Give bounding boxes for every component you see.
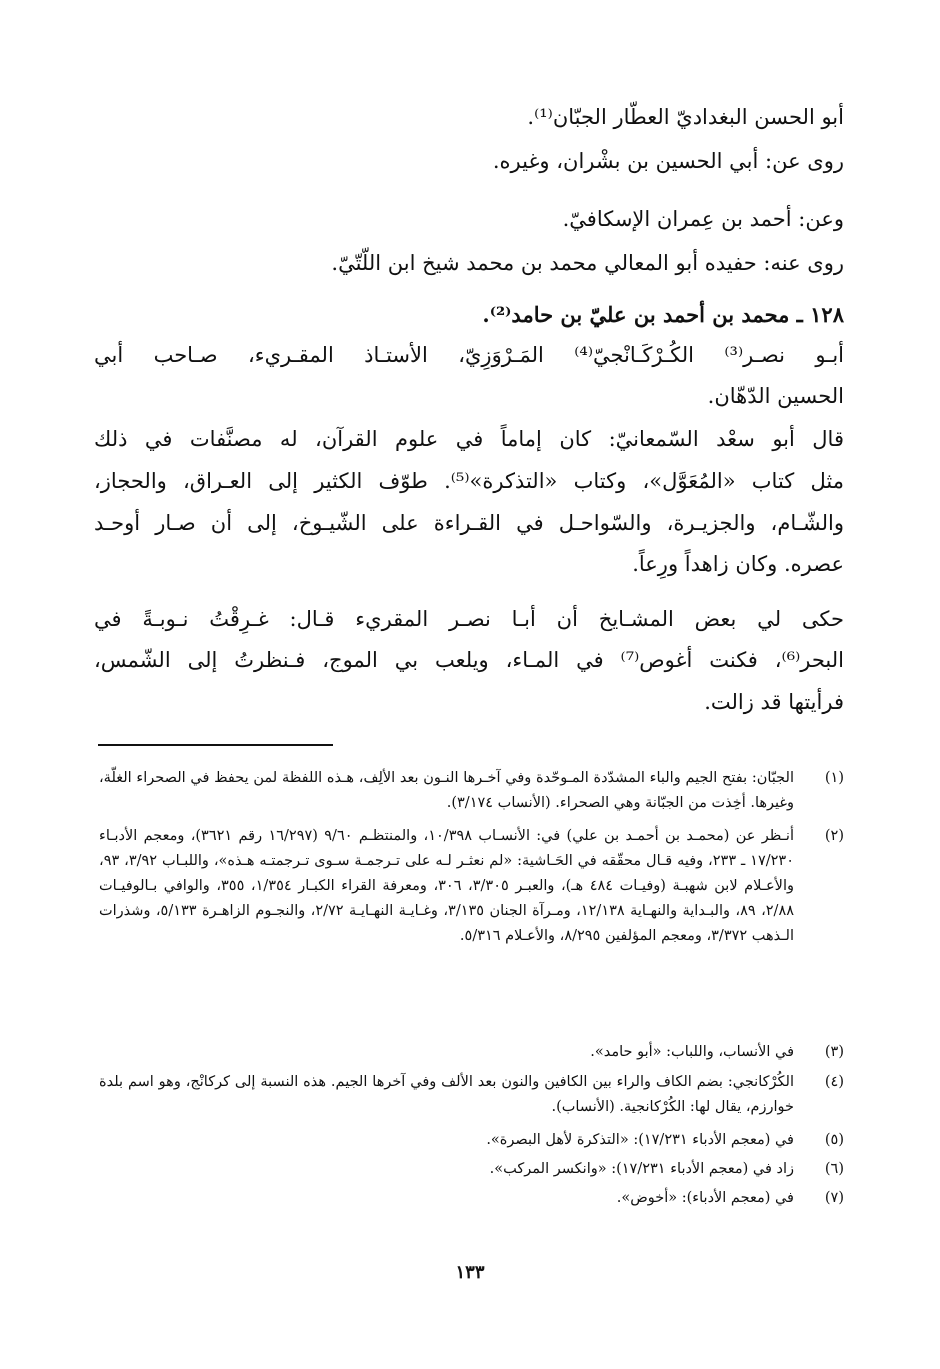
footnote-number: (٢)	[824, 828, 844, 844]
body-line: والشّـام، والجزيـرة، والسّواحـل في القـراءة على الشّيـوخ، إلى أن صـار أوحـد	[94, 511, 844, 535]
footnote	[99, 824, 844, 949]
footnote-number: (٧)	[824, 1190, 844, 1206]
body-line: حكى لي بعض المشـايخ أن أبـا نصـر المقريء قـال: غـرِقْتُ نـوبـةً في	[94, 607, 844, 631]
footnote-text: في (معجم الأدباء): «أخوض».	[616, 1190, 794, 1206]
body-line: فرأيتها قد زالت.	[704, 690, 844, 714]
body-line: قال أبو سعْد السّمعانيّ: كان إماماً في علوم القرآن، له مصنَّفات في ذلك	[94, 427, 844, 451]
footnote	[99, 1186, 844, 1211]
body-line: مثل كتاب «المُعَوَّل»، وكتاب «التذكرة»⁽⁵⁾. طوّف الكثير إلى العـراق، والحجاز،	[94, 469, 844, 493]
body-line: روى عنه: حفيده أبو المعالي محمد بن محمد شيخ ابن اللّتّيّ.	[331, 251, 844, 275]
page-number: ١٣٣	[455, 1262, 485, 1283]
body-line: البحر⁽⁶⁾، فكنت أغوص⁽⁷⁾ في المـاء، ويلعب بي الموج، فـنظرتُ إلى الشّمس،	[94, 648, 844, 672]
footnote-text: في (معجم الأدباء ١٧/٢٣١): «التذكرة لأهل البصرة».	[486, 1132, 794, 1148]
footnote-number: (٣)	[824, 1044, 844, 1060]
footnote-text: الجبّان: بفتح الجيم والباء المشدّدة المـوحّدة وفي آخـرها النـون بعد الألِف، هـذه اللفظة لمن يحفظ في الصحراء الغلّة، وغيرها. أخِذت من الجبّانة وهي الصحراء. (الأنساب ٣/١٧٤).	[99, 770, 794, 811]
footnote	[99, 1157, 844, 1182]
body-line: عصره. وكان زاهداً ورِعاً.	[632, 552, 844, 576]
footnote	[99, 766, 844, 816]
footnote-separator	[98, 744, 333, 746]
footnote-number: (٥)	[824, 1132, 844, 1148]
footnote-text: أنـظر عن (محمـد بن أحمـد بن علي) في: الأنسـاب ١٠/٣٩٨، والمنتظـم ٩/٦٠ (١٦/٢٩٧ رقم ٣٦٢١)، ومعجم الأدبـاء ١٧/٢٣٠ ـ ٢٣٣، وفيه قـال محقّقه في الحَـاشية: «لم نعثـر لـه على تـرجمـة سـوى تـرجمتـه هـذه»، واللبـاب ٣/٩٢، ٩٣، والأعـلام لابن شهبـة (وفيـات ٤٨٤ هـ)، والعبـر ٣/٣٠٥، ٣٠٦، ومعرفة القراء الكبـار ١/٣٥٤، ٣٥٥، والوافي بـالوفيـات ٢/٨٨، ٨٩، والبـداية والنهـاية ١٢/١٣٨، ومـرآة الجنان ٣/١٣٥، وغـايـة النهـايـة ٢/٧٢، والنجـوم الزاهـرة ٥/١٣٣، وشذرات الـذهب ٣/٣٧٢، ومعجم المؤلفين ٨/٢٩٥، والأعـلام ٥/٣١٦.	[99, 828, 795, 944]
footnote	[99, 1070, 844, 1120]
footnote-number: (١)	[824, 770, 844, 786]
body-line: أبو الحسن البغداديّ العطّار الجبّان⁽¹⁾.	[527, 105, 844, 129]
body-line: روى عن: أبي الحسين بن بشْران، وغيره.	[492, 149, 844, 173]
footnote-number: (٦)	[824, 1161, 844, 1177]
footnote	[99, 1040, 844, 1065]
entry-heading: ١٢٨ ـ محمد بن أحمد بن عليّ بن حامد⁽²⁾.	[482, 302, 844, 327]
footnote-text: زاد في (معجم الأدباء ١٧/٢٣١): «وانكسر المركب».	[489, 1161, 794, 1177]
footnote-text: الكُرْكانجي: بضم الكاف والراء بين الكافين والنون بعد الألف وفي آخرها الجيم. هذه النسبة إلى كركانْج، وهو اسم بلدة خوارزم، يقال لها: الكُرْكانجية. (الأنساب).	[99, 1074, 794, 1115]
body-line: وعن: أحمد بن عِمران الإسكافيّ.	[562, 207, 844, 231]
footnote	[99, 1128, 844, 1153]
footnote-number: (٤)	[824, 1074, 844, 1090]
body-line: الحسين الدّهّان.	[707, 384, 844, 408]
footnote-text: في الأنساب، واللباب: «أبو حامد».	[590, 1044, 794, 1060]
body-line: أبـو نصـر⁽³⁾ الكُـرْكَـانْجيّ⁽⁴⁾ المَـرْوَزِيّ، الأستـاذ المقـريء، صـاحب أبي	[94, 343, 844, 367]
